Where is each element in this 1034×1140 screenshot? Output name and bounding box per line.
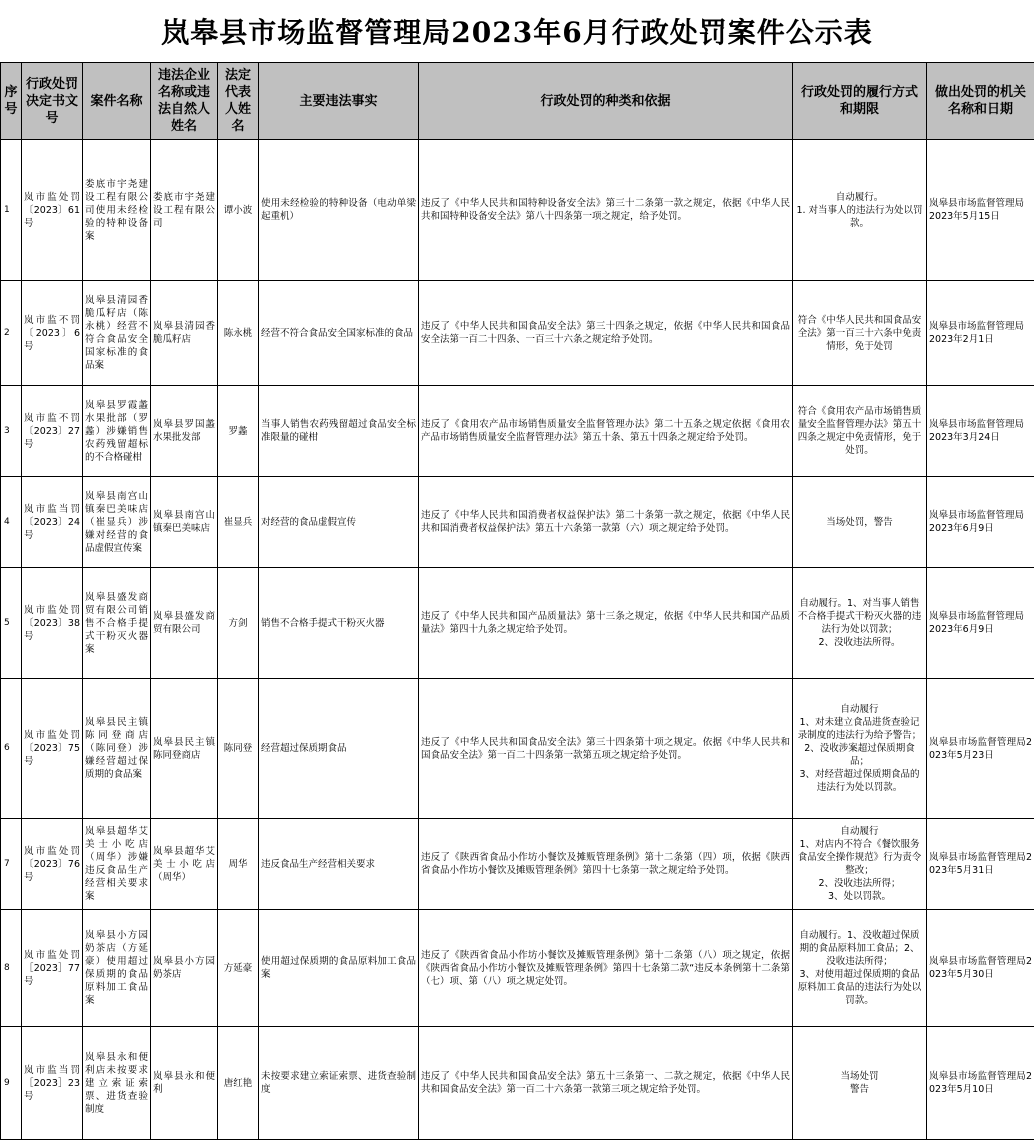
seq-cell: 9 <box>1 1027 22 1140</box>
authority-cell: 岚皋县市场监督管理局2023年5月10日 <box>927 1027 1034 1140</box>
rep-cell: 方延豪 <box>218 910 259 1027</box>
rep-cell: 方剑 <box>218 568 259 679</box>
doc-no-cell: 岚市监处罚［2023］77号 <box>22 910 83 1027</box>
page-title: 岚皋县市场监督管理局2023年6月行政处罚案件公示表 <box>0 0 1034 62</box>
party-cell: 岚皋县民主镇陈同登商店 <box>151 679 218 819</box>
basis-cell: 违反了《中华人民共和国产品质量法》第十三条之规定，依据《中华人民共和国产品质量法》第四十九条之规定给予处罚。 <box>419 568 793 679</box>
doc-no-cell: 岚市监不罚〔2023〕6号 <box>22 281 83 386</box>
basis-cell: 违反了《中华人民共和国消费者权益保护法》第二十条第一款之规定，依据《中华人民共和国消费者权益保护法》第五十六条第一款第（六）项之规定给予处罚。 <box>419 477 793 568</box>
table-row <box>1 1027 1034 1140</box>
rep-cell: 谭小波 <box>218 140 259 281</box>
seq-cell: 6 <box>1 679 22 819</box>
doc-no-cell: 岚市监当罚［2023］23号 <box>22 1027 83 1140</box>
seq-cell: 1 <box>1 140 22 281</box>
doc-no-cell: 岚市监处罚〔2023〕75号 <box>22 679 83 819</box>
rep-cell: 陈同登 <box>218 679 259 819</box>
rep-cell: 陈永桃 <box>218 281 259 386</box>
authority-cell: 岚皋县市场监督管理局 2023年2月1日 <box>927 281 1034 386</box>
party-cell: 岚皋县永和便利 <box>151 1027 218 1140</box>
table-row <box>1 910 1034 1027</box>
basis-cell: 违反了《中华人民共和国食品安全法》第三十四条之规定，依据《中华人民共和国食品安全法第一百二十四条、一百三十六条之规定给予处罚。 <box>419 281 793 386</box>
header-doc-no: 行政处罚决定书文号 <box>22 63 83 140</box>
doc-no-cell: 岚市监处罚〔2023〕76号 <box>22 819 83 910</box>
case-name-cell: 岚皋县超华艾美士小吃店（周华）涉嫌违反食品生产经营相关要求案 <box>83 819 151 910</box>
facts-cell: 当事人销售农药残留超过食品安全标准限量的碰柑 <box>259 386 419 477</box>
method-cell: 自动履行。1、没收超过保质期的食品原料加工食品；2、没收违法所得； 3、对使用超过保质期的食品原料加工食品的违法行为处以罚款。 <box>793 910 927 1027</box>
party-cell: 娄底市宇尧建设工程有限公司 <box>151 140 218 281</box>
table-row <box>1 477 1034 568</box>
header-row <box>1 63 1034 140</box>
rep-cell: 崔显兵 <box>218 477 259 568</box>
basis-cell: 违反了《中华人民共和国食品安全法》第三十四条第十项之规定。依据《中华人民共和国食品安全法》第一百二十四条第一款第五项之规定给予处罚。 <box>419 679 793 819</box>
doc-no-cell: 岚市监处罚〔2023〕38号 <box>22 568 83 679</box>
basis-cell: 违反了《陕西省食品小作坊小餐饮及摊贩管理条例》第十二条第（八）项之规定，依据《陕西省食品小作坊小餐饮及摊贩管理条例》第四十七条第二款“违反本条例第十二条第（七）项、第（八）项之规定处罚。 <box>419 910 793 1027</box>
seq-cell: 5 <box>1 568 22 679</box>
rep-cell: 周华 <box>218 819 259 910</box>
party-cell: 岚皋县罗国蠡水果批发部 <box>151 386 218 477</box>
table-row <box>1 568 1034 679</box>
facts-cell: 使用超过保质期的食品原料加工食品案 <box>259 910 419 1027</box>
case-name-cell: 岚皋县盛发商贸有限公司销售不合格手提式干粉灭火器案 <box>83 568 151 679</box>
authority-cell: 岚皋县市场监督管理局2023年5月31日 <box>927 819 1034 910</box>
basis-cell: 违反了《中华人民共和国特种设备安全法》第三十二条第一款之规定，依据《中华人民共和国特种设备安全法》第八十四条第一项之规定，给予处罚。 <box>419 140 793 281</box>
authority-cell: 岚皋县市场监督管理局2023年5月23日 <box>927 679 1034 819</box>
seq-cell: 8 <box>1 910 22 1027</box>
case-name-cell: 岚皋县清园香脆瓜籽店（陈永桃）经营不符合食品安全国家标准的食品案 <box>83 281 151 386</box>
method-cell: 当场处罚 警告 <box>793 1027 927 1140</box>
header-case-name: 案件名称 <box>83 63 151 140</box>
facts-cell: 经营超过保质期食品 <box>259 679 419 819</box>
header-seq: 序号 <box>1 63 22 140</box>
facts-cell: 未按要求建立索证索票、进货查验制度 <box>259 1027 419 1140</box>
method-cell: 自动履行 1、对店内不符合《餐饮服务食品安全操作规范》行为责令整改； 2、没收违法所得； 3、处以罚款。 <box>793 819 927 910</box>
table-row <box>1 386 1034 477</box>
facts-cell: 经营不符合食品安全国家标准的食品 <box>259 281 419 386</box>
method-cell: 符合《中华人民共和国食品安全法》第一百三十六条中免责情形，免于处罚 <box>793 281 927 386</box>
authority-cell: 岚皋县市场监督管理局2023年5月30日 <box>927 910 1034 1027</box>
rep-cell: 唐红艳 <box>218 1027 259 1140</box>
method-cell: 自动履行 1、对未建立食品进货查验记录制度的违法行为给予警告； 2、没收涉案超过保质期食品； 3、对经营超过保质期食品的违法行为处以罚款。 <box>793 679 927 819</box>
penalty-table <box>0 62 1034 1140</box>
basis-cell: 违反了《食用农产品市场销售质量安全监督管理办法》第二十五条之规定依据《食用农产品市场销售质量安全监督管理办法》第五十条、第五十四条之规定给予处罚。 <box>419 386 793 477</box>
party-cell: 岚皋县小方园奶茶店 <box>151 910 218 1027</box>
seq-cell: 2 <box>1 281 22 386</box>
seq-cell: 3 <box>1 386 22 477</box>
table-row <box>1 819 1034 910</box>
method-cell: 自动履行。1、对当事人销售不合格手提式干粉灭火器的违法行为处以罚款； 2、没收违法所得。 <box>793 568 927 679</box>
facts-cell: 违反食品生产经营相关要求 <box>259 819 419 910</box>
doc-no-cell: 岚市监不罚〔2023〕27号 <box>22 386 83 477</box>
party-cell: 岚皋县南宫山镇秦巴美味店 <box>151 477 218 568</box>
authority-cell: 岚皋县市场监督管理局 2023年6月9日 <box>927 477 1034 568</box>
party-cell: 岚皋县清园香脆瓜籽店 <box>151 281 218 386</box>
method-cell: 符合《食用农产品市场销售质量安全监督管理办法》第五十四条之规定中免责情形，免于处罚。 <box>793 386 927 477</box>
rep-cell: 罗蠡 <box>218 386 259 477</box>
case-name-cell: 岚皋县永和便利店未按要求建立索证索票、进货查验制度 <box>83 1027 151 1140</box>
header-basis: 行政处罚的种类和依据 <box>419 63 793 140</box>
authority-cell: 岚皋县市场监督管理局 2023年5月15日 <box>927 140 1034 281</box>
method-cell: 自动履行。 1. 对当事人的违法行为处以罚款。 <box>793 140 927 281</box>
facts-cell: 使用未经检验的特种设备（电动单梁起重机） <box>259 140 419 281</box>
facts-cell: 对经营的食品虚假宣传 <box>259 477 419 568</box>
case-name-cell: 岚皋县小方园奶茶店（方延豪）使用超过保质期的食品原料加工食品案 <box>83 910 151 1027</box>
basis-cell: 违反了《中华人民共和国食品安全法》第五十三条第一、二款之规定，依据《中华人民共和国食品安全法》第一百二十六条第一款第三项之规定给予处罚。 <box>419 1027 793 1140</box>
seq-cell: 7 <box>1 819 22 910</box>
basis-cell: 违反了《陕西省食品小作坊小餐饮及摊贩管理条例》第十二条第（四）项，依据《陕西省食品小作坊小餐饮及摊贩管理条例》第四十七条第一款之规定给予处罚。 <box>419 819 793 910</box>
table-row <box>1 679 1034 819</box>
method-cell: 当场处罚，警告 <box>793 477 927 568</box>
doc-no-cell: 岚市监当罚〔2023〕24号 <box>22 477 83 568</box>
case-name-cell: 岚皋县罗霞蠡水果批部（罗蠡）涉嫌销售农药残留超标的不合格碰柑 <box>83 386 151 477</box>
doc-no-cell: 岚市监处罚〔2023〕61号 <box>22 140 83 281</box>
party-cell: 岚皋县超华艾美士小吃店（周华） <box>151 819 218 910</box>
case-name-cell: 娄底市宇尧建设工程有限公司使用未经检验的特种设备案 <box>83 140 151 281</box>
case-name-cell: 岚皋县南宫山镇秦巴美味店（崔显兵）涉嫌对经营的食品虚假宣传案 <box>83 477 151 568</box>
header-authority: 做出处罚的机关名称和日期 <box>927 63 1034 140</box>
header-party: 违法企业名称或违法自然人姓名 <box>151 63 218 140</box>
party-cell: 岚皋县盛发商贸有限公司 <box>151 568 218 679</box>
seq-cell: 4 <box>1 477 22 568</box>
header-rep: 法定代表人姓名 <box>218 63 259 140</box>
facts-cell: 销售不合格手提式干粉灭火器 <box>259 568 419 679</box>
authority-cell: 岚皋县市场监督管理局 2023年3月24日 <box>927 386 1034 477</box>
header-method: 行政处罚的履行方式和期限 <box>793 63 927 140</box>
header-facts: 主要违法事实 <box>259 63 419 140</box>
case-name-cell: 岚皋县民主镇陈同登商店（陈同登）涉嫌经营超过保质期的食品案 <box>83 679 151 819</box>
table-row <box>1 140 1034 281</box>
table-row <box>1 281 1034 386</box>
authority-cell: 岚皋县市场监督管理局 2023年6月9日 <box>927 568 1034 679</box>
